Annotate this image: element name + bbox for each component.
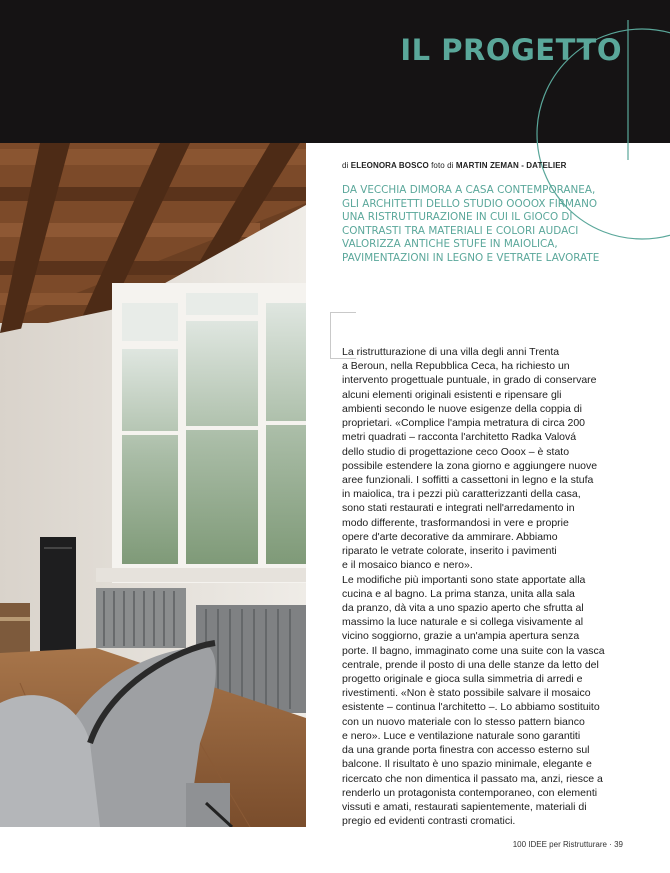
standfirst-line: PAVIMENTAZIONI IN LEGNO E VETRATE LAVORATE <box>342 251 600 264</box>
standfirst-line: UNA RISTRUTTURAZIONE IN CUI IL GIOCO DI <box>342 211 573 224</box>
author-name: ELEONORA BOSCO <box>350 161 429 170</box>
body-line: centrale, prende il posto di una delle stanze da letto del <box>342 658 599 671</box>
body-line: con un nuovo materiale con lo stesso pattern bianco <box>342 715 585 728</box>
body-line: esistente – continua l'architetto –. Lo abbiamo sostituito <box>342 701 600 714</box>
body-line: modo differente, trasformandosi in vere e proprie <box>342 516 569 529</box>
standfirst-line: CONTRASTI TRA MATERIALI E COLORI AUDACI <box>342 224 579 237</box>
standfirst-line: GLI ARCHITETTI DELLO STUDIO OOOOX FIRMANO <box>342 197 598 210</box>
body-line: vicino soggiorno, grazie a un'ampia apertura senza <box>342 630 580 643</box>
interior-photo <box>0 143 306 827</box>
body-line: ambienti secondo le nuove esigenze della coppia di <box>342 402 582 415</box>
living-room-image <box>0 143 306 827</box>
body-line: metri quadrati – racconta l'architetto Radka Valová <box>342 431 577 444</box>
body-line: a Beroun, nella Repubblica Ceca, ha richiesto un <box>342 360 570 373</box>
body-line: rivestimenti. «Non è stato possibile salvare il mosaico <box>342 687 591 700</box>
body-line: balcone. Il risultato è uno spazio minimale, elegante e <box>342 758 592 771</box>
body-line: progetto originale e gioca sulla simmetria di arredi e <box>342 673 583 686</box>
body-line: La ristrutturazione di una villa degli anni Trenta <box>342 346 560 358</box>
header-band <box>0 0 670 143</box>
body-line: da una grande porta finestra con accesso esterno sul <box>342 744 590 757</box>
body-line: cucina e al bagno. La prima stanza, unita alla sala <box>342 587 575 600</box>
body-line: e nero». Luce e ventilazione naturale sono garantiti <box>342 729 581 742</box>
body-line: possibile estendere la zona giorno e aggiungere nuove <box>342 459 598 472</box>
page-footer: 100 IDEE per Ristrutturare · 39 <box>512 840 623 849</box>
byline-prefix: di <box>342 161 349 170</box>
body-line: dello studio di progettazione ceco Ooox – è stato <box>342 445 570 458</box>
photographer-name: MARTIN ZEMAN - DATELIER <box>455 161 567 170</box>
standfirst-line: VALORIZZA ANTICHE STUFE IN MAIOLICA, <box>342 238 558 251</box>
article-body <box>342 345 642 828</box>
body-line: sono stati restaurati e integrati nell'arredamento in <box>342 502 575 515</box>
body-line: vissuti e amati, restaurati sapientemente, materiali di <box>342 801 587 813</box>
section-title: IL PROGETTO <box>400 33 622 67</box>
body-line: alcuni elementi originali esistenti e ripensare gli <box>342 388 562 401</box>
body-line: in maiolica, tra i pezzi più caratterizzanti della casa, <box>342 488 581 501</box>
body-line: pregio ed evidenti contrasti cromatici. <box>342 815 516 828</box>
body-line: renderlo un protagonista contemporaneo, con elementi <box>342 786 598 799</box>
body-line: aree funzionali. I soffitti a cassettoni in legno e la stufa <box>342 473 594 486</box>
body-line: riparato le vetrate colorate, inserito i pavimenti <box>342 545 557 558</box>
photo-credit-prefix: foto di <box>431 161 454 170</box>
body-line: intervento progettuale puntuale, in grado di conservare <box>342 374 597 387</box>
standfirst-line: DA VECCHIA DIMORA A CASA CONTEMPORANEA, <box>342 184 596 196</box>
body-line: porte. Il bagno, immaginato come una suite con la vasca <box>342 644 605 657</box>
standfirst <box>342 184 642 266</box>
byline <box>342 161 567 170</box>
body-line: da pranzo, dà vita a uno spazio aperto che sfrutta al <box>342 601 584 614</box>
body-line: e il mosaico bianco e nero». <box>342 559 473 572</box>
body-line: ricercato che non dimentica il passato ma, anzi, riesce a <box>342 772 603 785</box>
body-line: massimo la luce naturale e si collega visivamente al <box>342 616 584 629</box>
body-line: opere d'arte decorative da ammirare. Abbiamo <box>342 530 558 543</box>
body-line: Le modifiche più importanti sono state apportate alla <box>342 573 586 586</box>
body-line: proprietari. «Complice l'ampia metratura di circa 200 <box>342 417 586 430</box>
